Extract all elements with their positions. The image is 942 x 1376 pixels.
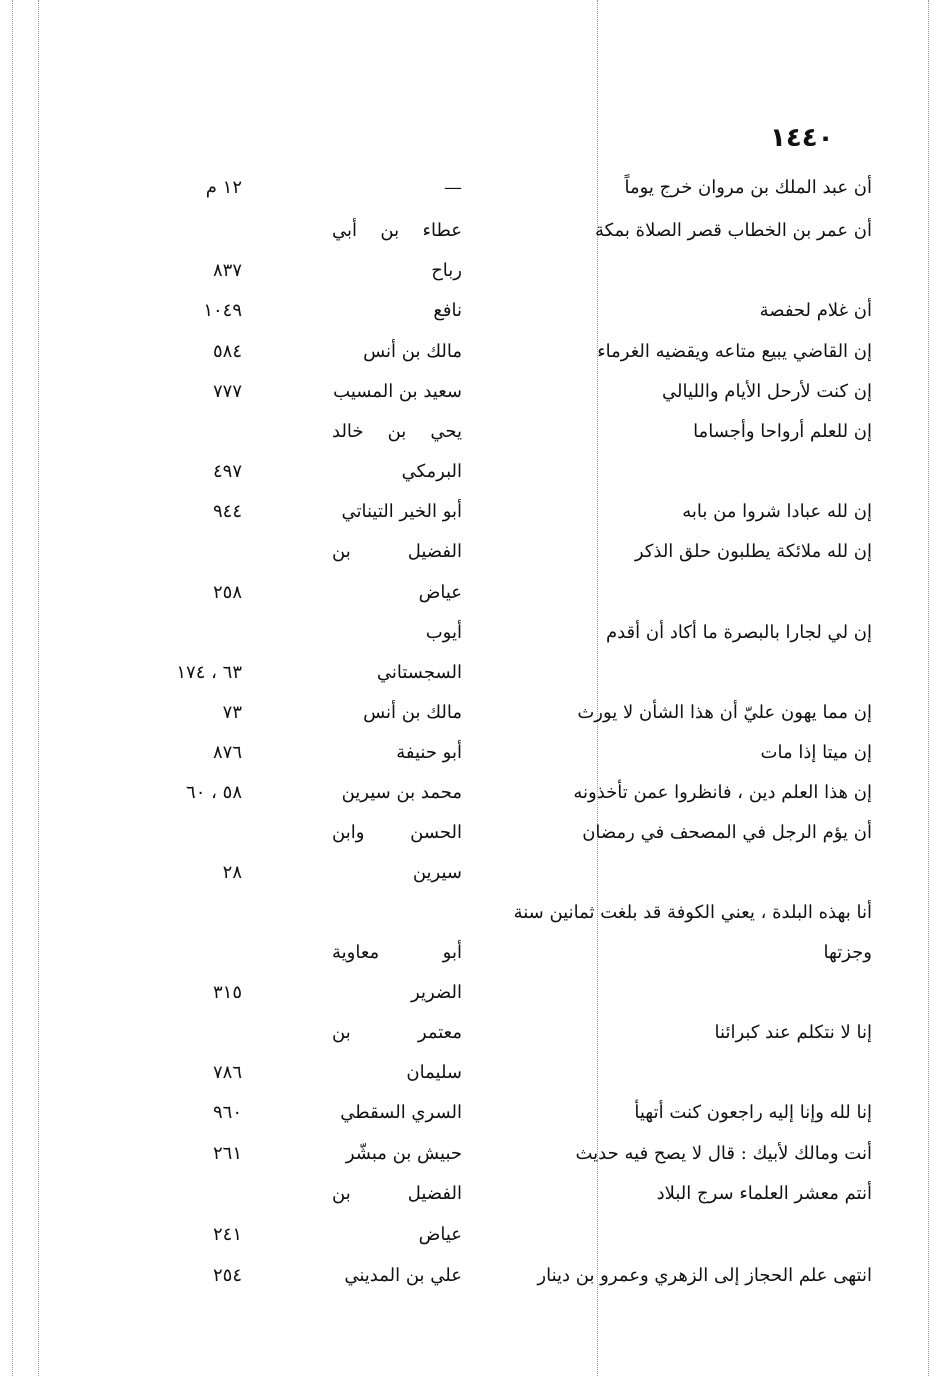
narrator: نافع bbox=[433, 300, 462, 321]
narrator: أبو معاوية bbox=[332, 942, 462, 963]
index-row bbox=[0, 1263, 942, 1303]
page-ref: ٧٣ bbox=[222, 702, 242, 723]
narrator: يحي بن خالد bbox=[332, 421, 462, 442]
index-row bbox=[0, 1060, 942, 1100]
index-row bbox=[0, 218, 942, 258]
quote-text: إن لله ملائكة يطلبون حلق الذكر bbox=[634, 541, 872, 562]
narrator: أيوب bbox=[425, 622, 462, 643]
page-ref: ٢٥٨ bbox=[212, 582, 242, 603]
narrator: عياض bbox=[418, 1224, 462, 1245]
index-row bbox=[0, 780, 942, 820]
index-row bbox=[0, 1222, 942, 1262]
quote-text: إن لي لجارا بالبصرة ما أكاد أن أقدم bbox=[605, 622, 872, 643]
page-ref: ٢٦١ bbox=[212, 1143, 242, 1164]
index-row bbox=[0, 820, 942, 860]
quote-text: أنا بهذه البلدة ، يعني الكوفة قد بلغت ثمانين سنة bbox=[513, 902, 872, 923]
index-row bbox=[0, 499, 942, 539]
narrator: الفضيل بن bbox=[332, 1183, 462, 1204]
index-row bbox=[0, 1100, 942, 1140]
quote-text: أن غلام لحفصة bbox=[759, 300, 872, 321]
index-row bbox=[0, 175, 942, 215]
index-row bbox=[0, 1181, 942, 1221]
index-row bbox=[0, 860, 942, 900]
narrator: مالك بن أنس bbox=[363, 702, 462, 723]
index-row bbox=[0, 539, 942, 579]
narrator: سيرين bbox=[412, 862, 462, 883]
index-row bbox=[0, 339, 942, 379]
narrator: الحسن وابن bbox=[332, 822, 462, 843]
narrator: الضرير bbox=[411, 982, 462, 1003]
narrator: — bbox=[444, 177, 462, 198]
page-number: ١٤٤٠ bbox=[770, 123, 834, 153]
index-row bbox=[0, 258, 942, 298]
quote-text: إن للعلم أرواحا وأجساما bbox=[693, 421, 872, 442]
quote-text: إنا لا نتكلم عند كبرائنا bbox=[714, 1022, 872, 1043]
narrator: عطاء بن أبي bbox=[332, 220, 462, 241]
quote-text: إن كنت لأرحل الأيام والليالي bbox=[662, 381, 872, 402]
narrator: رباح bbox=[431, 260, 462, 281]
index-row bbox=[0, 700, 942, 740]
narrator: علي بن المديني bbox=[344, 1265, 462, 1286]
page-ref: ٩٦٠ bbox=[212, 1102, 242, 1123]
page-ref: ٣١٥ bbox=[212, 982, 242, 1003]
quote-text: أنتم معشر العلماء سرج البلاد bbox=[656, 1183, 872, 1204]
page-ref: ٥٨ ، ٦٠ bbox=[186, 782, 242, 803]
page-ref: ٧٨٦ bbox=[212, 1062, 242, 1083]
quote-text: انتهى علم الحجاز إلى الزهري وعمرو بن دينار bbox=[537, 1265, 872, 1286]
narrator: أبو حنيفة bbox=[396, 742, 462, 763]
quote-text: إنا لله وإنا إليه راجعون كنت أتهيأ bbox=[634, 1102, 872, 1123]
narrator: محمد بن سيرين bbox=[341, 782, 462, 803]
index-row bbox=[0, 1020, 942, 1060]
page-ref: ٢٨ bbox=[222, 862, 242, 883]
quote-text: إن لله عبادا شروا من بابه bbox=[682, 501, 872, 522]
quote-text: أن يؤم الرجل في المصحف في رمضان bbox=[582, 822, 872, 843]
page-ref: ٢٥٤ bbox=[212, 1265, 242, 1286]
narrator: سليمان bbox=[406, 1062, 462, 1083]
index-row bbox=[0, 1141, 942, 1181]
index-row bbox=[0, 740, 942, 780]
page-ref: ٥٨٤ bbox=[212, 341, 242, 362]
page-ref: ٨٧٦ bbox=[212, 742, 242, 763]
narrator: الفضيل بن bbox=[332, 541, 462, 562]
quote-text: وجزتها bbox=[823, 942, 872, 963]
page-ref: ٩٤٤ bbox=[212, 501, 242, 522]
index-row bbox=[0, 620, 942, 660]
quote-text: أن عبد الملك بن مروان خرج يوماً bbox=[624, 177, 872, 198]
page-ref: ١٢ م bbox=[205, 177, 242, 198]
index-row bbox=[0, 660, 942, 700]
narrator: السجستاني bbox=[376, 662, 462, 683]
page-ref: ٧٧٧ bbox=[212, 381, 242, 402]
narrator: عياض bbox=[418, 582, 462, 603]
quote-text: إن القاضي يبيع متاعه ويقضيه الغرماء bbox=[597, 341, 872, 362]
index-row bbox=[0, 940, 942, 980]
quote-text: إن هذا العلم دين ، فانظروا عمن تأخذونه bbox=[573, 782, 872, 803]
narrator: السري السقطي bbox=[340, 1102, 462, 1123]
index-row bbox=[0, 459, 942, 499]
narrator: أبو الخير التيناتي bbox=[341, 501, 462, 522]
narrator: البرمكي bbox=[401, 461, 462, 482]
page-ref: ٨٣٧ bbox=[212, 260, 242, 281]
page-ref: ١٠٤٩ bbox=[203, 300, 242, 321]
quote-text: أن عمر بن الخطاب قصر الصلاة بمكة bbox=[594, 220, 872, 241]
quote-text: إن مما يهون عليّ أن هذا الشأن لا يورث bbox=[577, 702, 872, 723]
quote-text: إن ميتا إذا مات bbox=[760, 742, 872, 763]
index-row bbox=[0, 580, 942, 620]
index-row bbox=[0, 298, 942, 338]
index-row bbox=[0, 419, 942, 459]
quote-text: أنت ومالك لأبيك : قال لا يصح فيه حديث bbox=[575, 1143, 872, 1164]
page-ref: ٢٤١ bbox=[212, 1224, 242, 1245]
narrator: مالك بن أنس bbox=[363, 341, 462, 362]
narrator: معتمر بن bbox=[332, 1022, 462, 1043]
page-ref: ٤٩٧ bbox=[212, 461, 242, 482]
page-ref: ٦٣ ، ١٧٤ bbox=[176, 662, 242, 683]
index-row bbox=[0, 379, 942, 419]
narrator: سعيد بن المسيب bbox=[333, 381, 462, 402]
index-row bbox=[0, 980, 942, 1020]
narrator: حبيش بن مبشّر bbox=[345, 1143, 462, 1164]
index-row bbox=[0, 900, 942, 940]
